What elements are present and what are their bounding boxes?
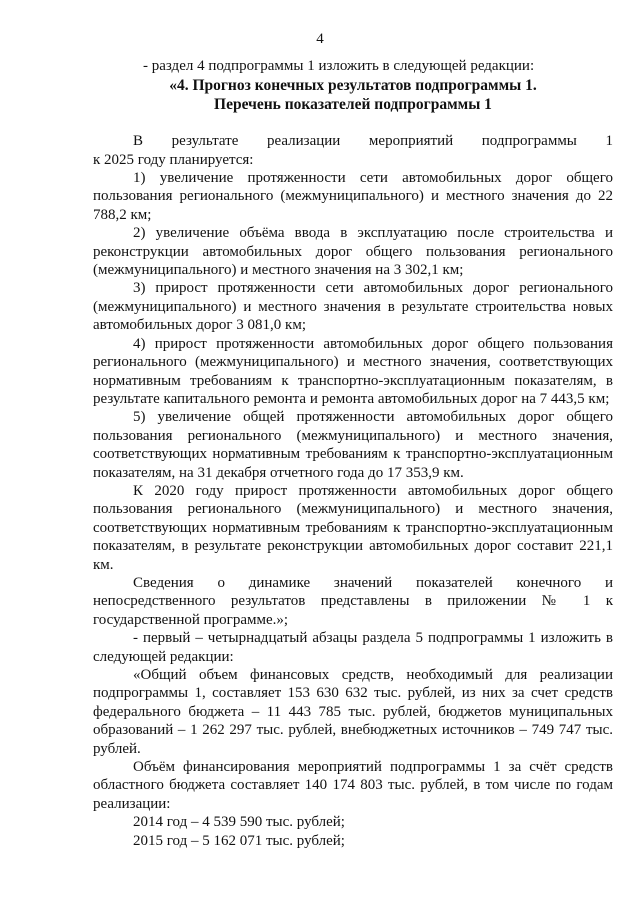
list-item-2: 2) увеличение объёма ввода в эксплуатацию после строительства и реконструкции автомобильных дорог общего пользования регионального (межмуниципального) и местного значения на 3 302,1 км; (93, 225, 613, 279)
list-item-4: 4) прирост протяженности автомобильных дорог общего пользования регионального (межмуниципального) и местного значения, соответствующих нормативным требованиям к транспортно-эксплуатационным показателям, в результате капитального ремонта и ремонта автомобильных дорог на 7 443,5 км; (93, 335, 613, 407)
list-item-3: 3) прирост протяженности сети автомобильных дорог регионального (межмуниципального) и местного значения в результате строительства новых автомобильных дорог 3 081,0 км; (93, 280, 613, 334)
list-item-5: 5) увеличение общей протяженности автомобильных дорог общего пользования регионального (межмуниципального) и местного значения, соответствующих нормативным требованиям к транспортно-эксплуатационным показателям, на 31 декабря отчетного года до 17 353,9 км. (93, 409, 613, 481)
section-heading-line1: «4. Прогноз конечных результатов подпрограммы 1. (169, 77, 537, 95)
paragraph-intro-line2: к 2025 году планируется: (93, 151, 254, 168)
intro-line: - раздел 4 подпрограммы 1 изложить в следующей редакции: (143, 58, 535, 74)
financing-year-2015: 2015 год – 5 162 071 тыс. рублей; (133, 832, 345, 849)
list-item-1: 1) увеличение протяженности сети автомобильных дорог общего пользования регионального (межмуниципального) и местного значения до 22 788,2 км; (93, 170, 613, 223)
document-body (93, 57, 613, 850)
paragraph-indicators-info: Сведения о динамике значений показателей конечного и непосредственного результатов представлены в приложении № 1 к государственной программе.»; (93, 574, 613, 628)
paragraph-total-financing: «Общий объем финансовых средств, необходимый для реализации подпрограммы 1, составляет 153 630 632 тыс. рублей, из них за счет средств федерального бюджета – 11 443 785 тыс. рублей, бюджетов муниципальных образований – 1 262 297 тыс. рублей, внебюджетных источников – 749 747 тыс. рублей. (93, 667, 613, 757)
page-number: 4 (316, 31, 324, 47)
paragraph-section5-instruction: - первый – четырнадцатый абзацы раздела 5 подпрограммы 1 изложить в следующей редакции: (93, 630, 613, 665)
financing-year-2014: 2014 год – 4 539 590 тыс. рублей; (133, 814, 345, 831)
paragraph-intro-line1: В результате реализации мероприятий подпрограммы 1 (133, 133, 613, 150)
paragraph-2020: К 2020 году прирост протяженности автомобильных дорог общего пользования регионального (межмуниципального) и местного значения, соответствующих нормативным требованиям к транспортно-эксплуатационным показателям, в результате реконструкции автомобильных дорог составит 221,1 км. (93, 482, 613, 573)
section-heading-line2: Перечень показателей подпрограммы 1 (214, 95, 492, 113)
paragraph-regional-financing: Объём финансирования мероприятий подпрограммы 1 за счёт средств областного бюджета составляет 140 174 803 тыс. рублей, в том числе по годам реализации: (93, 759, 613, 812)
